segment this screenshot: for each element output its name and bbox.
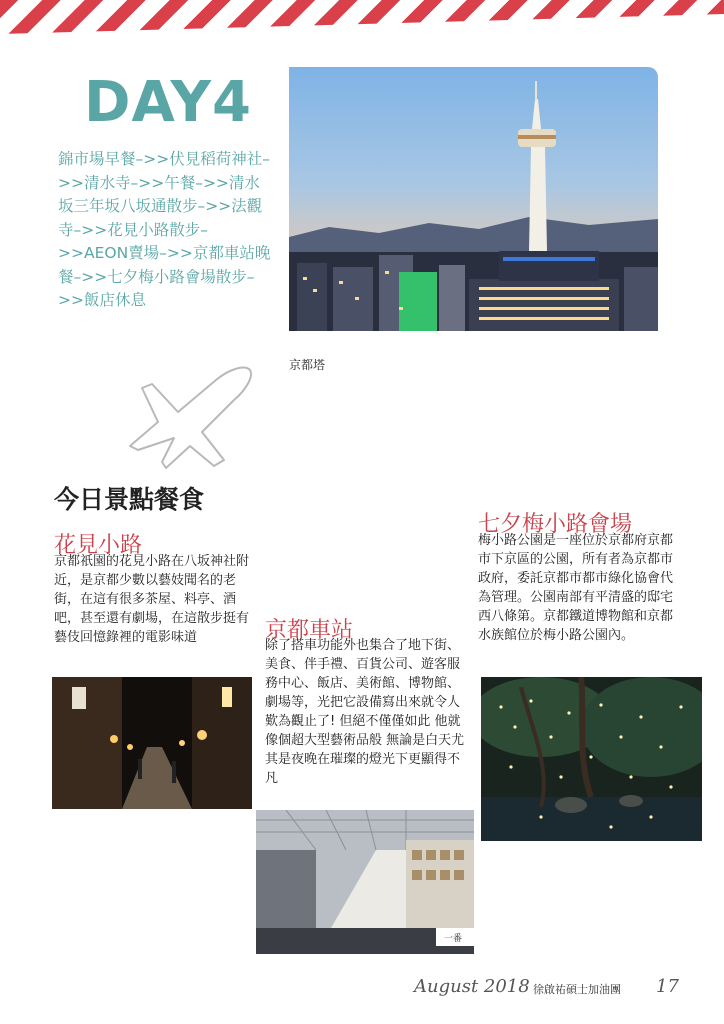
kyoto-station-body: 除了搭車功能外也集合了地下街、美食、伴手禮、百貨公司、遊客服務中心、飯店、美術館、博物館、劇場等，光把它設備寫出來就令人歎為觀止了! 但絕不僅僅如此 他就像個超大型藝術品般 無論是白天尤其是夜晚在璀璨的燈光下更顯得不凡 xyxy=(265,638,465,786)
station-photo-watermark: 一番 xyxy=(444,934,463,944)
footer-month: August 2018 xyxy=(414,976,530,997)
hanamikoji-body: 京都祇園的花見小路在八坂神社附近，是京都少數以藝妓聞名的老街，在這有很多茶屋、料亭、酒吧，甚至還有劇場，在這散步挺有藝伎回憶錄裡的電影味道 xyxy=(54,554,250,645)
day-title: DAY4 xyxy=(84,70,252,135)
umekoji-body: 梅小路公園是一座位於京都府京都市下京區的公園，所有者為京都市政府，委託京都市都市綠化協會代為管理。公園南部有平清盛的邸宅西八條第。京都鐵道博物館和京都水族館位於梅小路公園內。 xyxy=(478,533,674,643)
airplane-outline-icon xyxy=(124,350,260,470)
umekoji-title: 七夕梅小路會場 xyxy=(478,512,633,537)
umekoji-photo xyxy=(481,677,702,841)
footer-author: 徐啟祐碩士加油團 xyxy=(533,983,621,996)
kyoto-station-title: 京都車站 xyxy=(265,618,354,643)
kyoto-station-photo xyxy=(256,810,474,954)
section-title: 今日景點餐食 xyxy=(54,485,205,514)
header-stripe-border xyxy=(0,0,724,36)
hanamikoji-photo xyxy=(52,677,252,809)
hanamikoji-title: 花見小路 xyxy=(54,533,143,558)
itinerary-route: 錦市場早餐–>>伏見稻荷神社–>>清水寺–>>午餐–>>清水坂三年坂八坂通散步–>>法觀寺–>>花見小路散步–>>AEON賣場–>>京都車站晚餐–>>七夕梅小路會場散步–>>飯店休息 xyxy=(58,150,271,309)
footer-page-number: 17 xyxy=(656,976,679,997)
kyoto-tower-photo xyxy=(289,67,658,331)
tower-photo-caption: 京都塔 xyxy=(289,358,326,372)
